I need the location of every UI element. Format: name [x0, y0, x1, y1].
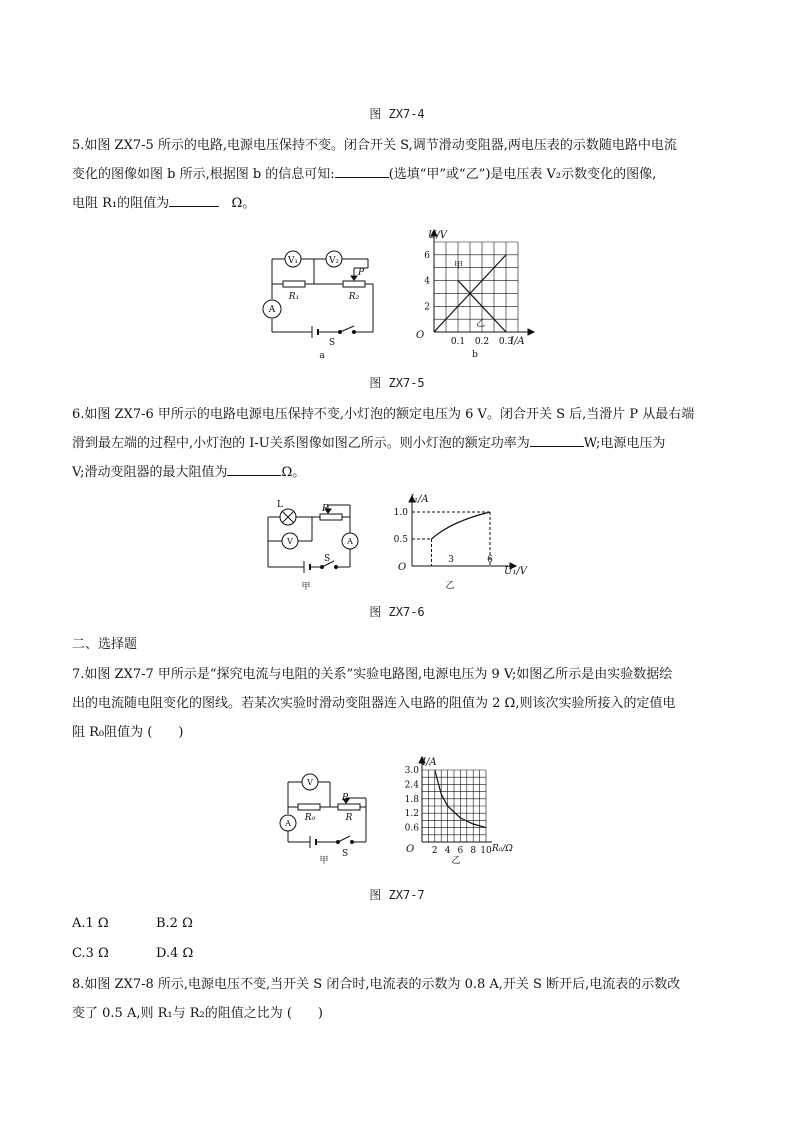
q7-line-1: 7.如图 ZX7-7 甲所示是“探究电流与电阻的关系”实验电路图,电源电压为 9 V;如图乙所示是由实验数据绘: [72, 667, 673, 682]
v1-label: V₁: [287, 256, 299, 266]
x-tick-label: 3: [448, 555, 454, 565]
q8-line-1: 8.如图 ZX7-8 所示,电源电压不变,当开关 S 闭合时,电流表的示数为 0.8 A,开关 S 断开后,电流表的示数改: [72, 977, 681, 992]
y-tick-label: 2: [424, 302, 430, 313]
figure-caption-zx7-4: 图 ZX7-4: [369, 107, 425, 121]
x-tick-label: 0.1: [450, 337, 466, 347]
q5-line-2: 变化的图像如图 b 所示,根据图 b 的信息可知: (选填“甲”或“乙”)是电压表 V₂示数变化的图像,: [72, 167, 657, 182]
subfigure-label: b: [472, 350, 478, 360]
voltmeter-label: V: [287, 537, 293, 546]
y-tick-label: 1.8: [404, 794, 419, 805]
x-tick-label: 0.3: [498, 337, 514, 347]
y-tick-label: 0.6: [404, 823, 419, 834]
question-7: [72, 660, 732, 747]
y-axis-label: U/V: [428, 230, 448, 241]
chart-axes: [409, 496, 516, 569]
y-axis-label: I₁/A: [410, 494, 429, 505]
y-tick-label: 4: [424, 276, 430, 287]
x-tick-label: 4: [444, 846, 451, 856]
figure-caption-zx7-6: 图 ZX7-6: [369, 605, 425, 619]
ammeter-label: A: [347, 537, 353, 546]
y-tick-label: 3.0: [404, 766, 419, 776]
q6-line-2: 滑到最左端的过程中,小灯泡的 I-U关系图像如图乙所示。则小灯泡的额定功率为 W;电源电压为: [72, 436, 666, 451]
y-axis-label: I/A: [422, 757, 437, 768]
q5-line-3: 电阻 R₁的阻值为 Ω。: [72, 196, 256, 211]
x-axis-arrow: [528, 329, 534, 335]
chart-zx7-6b: [382, 490, 532, 595]
figure-caption-zx7-7: 图 ZX7-7: [369, 888, 425, 902]
x-axis-label: R₀/Ω: [492, 844, 513, 854]
option-d: D.4 Ω: [156, 946, 194, 961]
subfigure-label: 甲: [301, 582, 311, 592]
circuit-diagram-zx7-7a: [274, 770, 379, 865]
x-tick-label: 10: [480, 846, 492, 856]
r1-label: R₁: [288, 292, 300, 302]
r-label: R: [345, 813, 353, 823]
x-tick-label: 6: [487, 555, 493, 565]
x-axis-label: I/A: [510, 336, 525, 347]
x-tick-label: 6: [457, 846, 464, 856]
chart-zx7-7b: [396, 755, 526, 865]
chart-ticks: [394, 508, 493, 565]
x-tick-label: 2: [431, 846, 438, 856]
origin-label: O: [416, 330, 425, 341]
switch-label: S: [328, 338, 336, 348]
series-curve: [432, 512, 491, 539]
q7-line-2: 出的电流随电阻变化的图线。若某次实验时滑动变阻器连入电路的阻值为 2 Ω,则该次实验所接入的定值电: [72, 696, 676, 711]
x-tick-label: 0.2: [474, 337, 490, 347]
options-row-2: [72, 946, 240, 961]
q7-line-3: 阻 R₀阻值为 ( ): [72, 725, 184, 740]
series-jia-label: 甲: [454, 261, 464, 271]
q8-line-2: 变了 0.5 A,则 R₁与 R₂的阻值之比为 ( ): [72, 1006, 323, 1021]
answer-blank: [169, 194, 219, 207]
x-axis-label: U₁/V: [504, 566, 528, 577]
circuit-diagram-zx7-6a: [262, 495, 377, 595]
chart-grid: [422, 770, 486, 842]
v2-label: V₂: [328, 256, 340, 266]
subfigure-label: a: [319, 351, 325, 361]
switch-label: S: [324, 554, 331, 564]
y-tick-label: 1.2: [404, 809, 419, 820]
answer-blank: [227, 463, 281, 476]
r0-label: R₀: [304, 813, 316, 823]
subfigure-label: 甲: [319, 856, 329, 865]
ammeter-label: A: [268, 305, 276, 315]
series-yi-label: 乙: [476, 319, 486, 329]
q6-line-1: 6.如图 ZX7-6 甲所示的电路电源电压保持不变,小灯泡的额定电压为 6 V。闭合开关 S 后,当滑片 P 从最右端: [72, 407, 695, 422]
slider-p-label: P: [358, 268, 365, 278]
question-8: [72, 970, 732, 1028]
answer-blank: [530, 434, 584, 447]
slider-p-label: P: [342, 793, 349, 803]
rheostat-label: R: [322, 504, 329, 514]
x-tick-label: 8: [470, 846, 477, 856]
voltmeter-label: V: [307, 778, 313, 787]
q5-line-1: 5.如图 ZX7-5 所示的电路,电源电压保持不变。闭合开关 S,调节滑动变阻器,两电压表的示数随电路中电流: [72, 138, 677, 153]
circuit-diagram-zx7-5a: [258, 244, 388, 364]
y-tick-label: 6: [424, 250, 430, 261]
subfigure-label: 乙: [451, 856, 461, 865]
origin-label: O: [398, 562, 407, 573]
section-heading: 二、选择题: [72, 637, 138, 652]
r2-label: R₂: [348, 292, 360, 302]
chart-zx7-5b: [410, 226, 540, 361]
option-c: C.3 Ω: [72, 946, 109, 961]
question-5: [72, 131, 732, 218]
question-6: [72, 400, 732, 487]
y-tick-label: 2.4: [404, 780, 419, 791]
ammeter-label: A: [285, 819, 291, 828]
lamp-label: L: [277, 500, 283, 510]
origin-label: O: [406, 844, 415, 855]
chart-ticks: [424, 251, 513, 347]
option-b: B.2 Ω: [156, 916, 193, 931]
figure-caption-zx7-5: 图 ZX7-5: [369, 376, 425, 390]
chart-series: [432, 512, 491, 539]
y-tick-label: 1.0: [393, 508, 408, 518]
answer-blank: [335, 165, 389, 178]
switch-label: S: [342, 849, 349, 859]
option-a: A.1 Ω: [72, 916, 109, 931]
options-row-1: [72, 916, 240, 931]
y-tick-label: 0.5: [393, 535, 408, 545]
subfigure-label: 乙: [445, 581, 455, 591]
q6-line-3: V;滑动变阻器的最大阻值为 Ω。: [72, 465, 306, 480]
